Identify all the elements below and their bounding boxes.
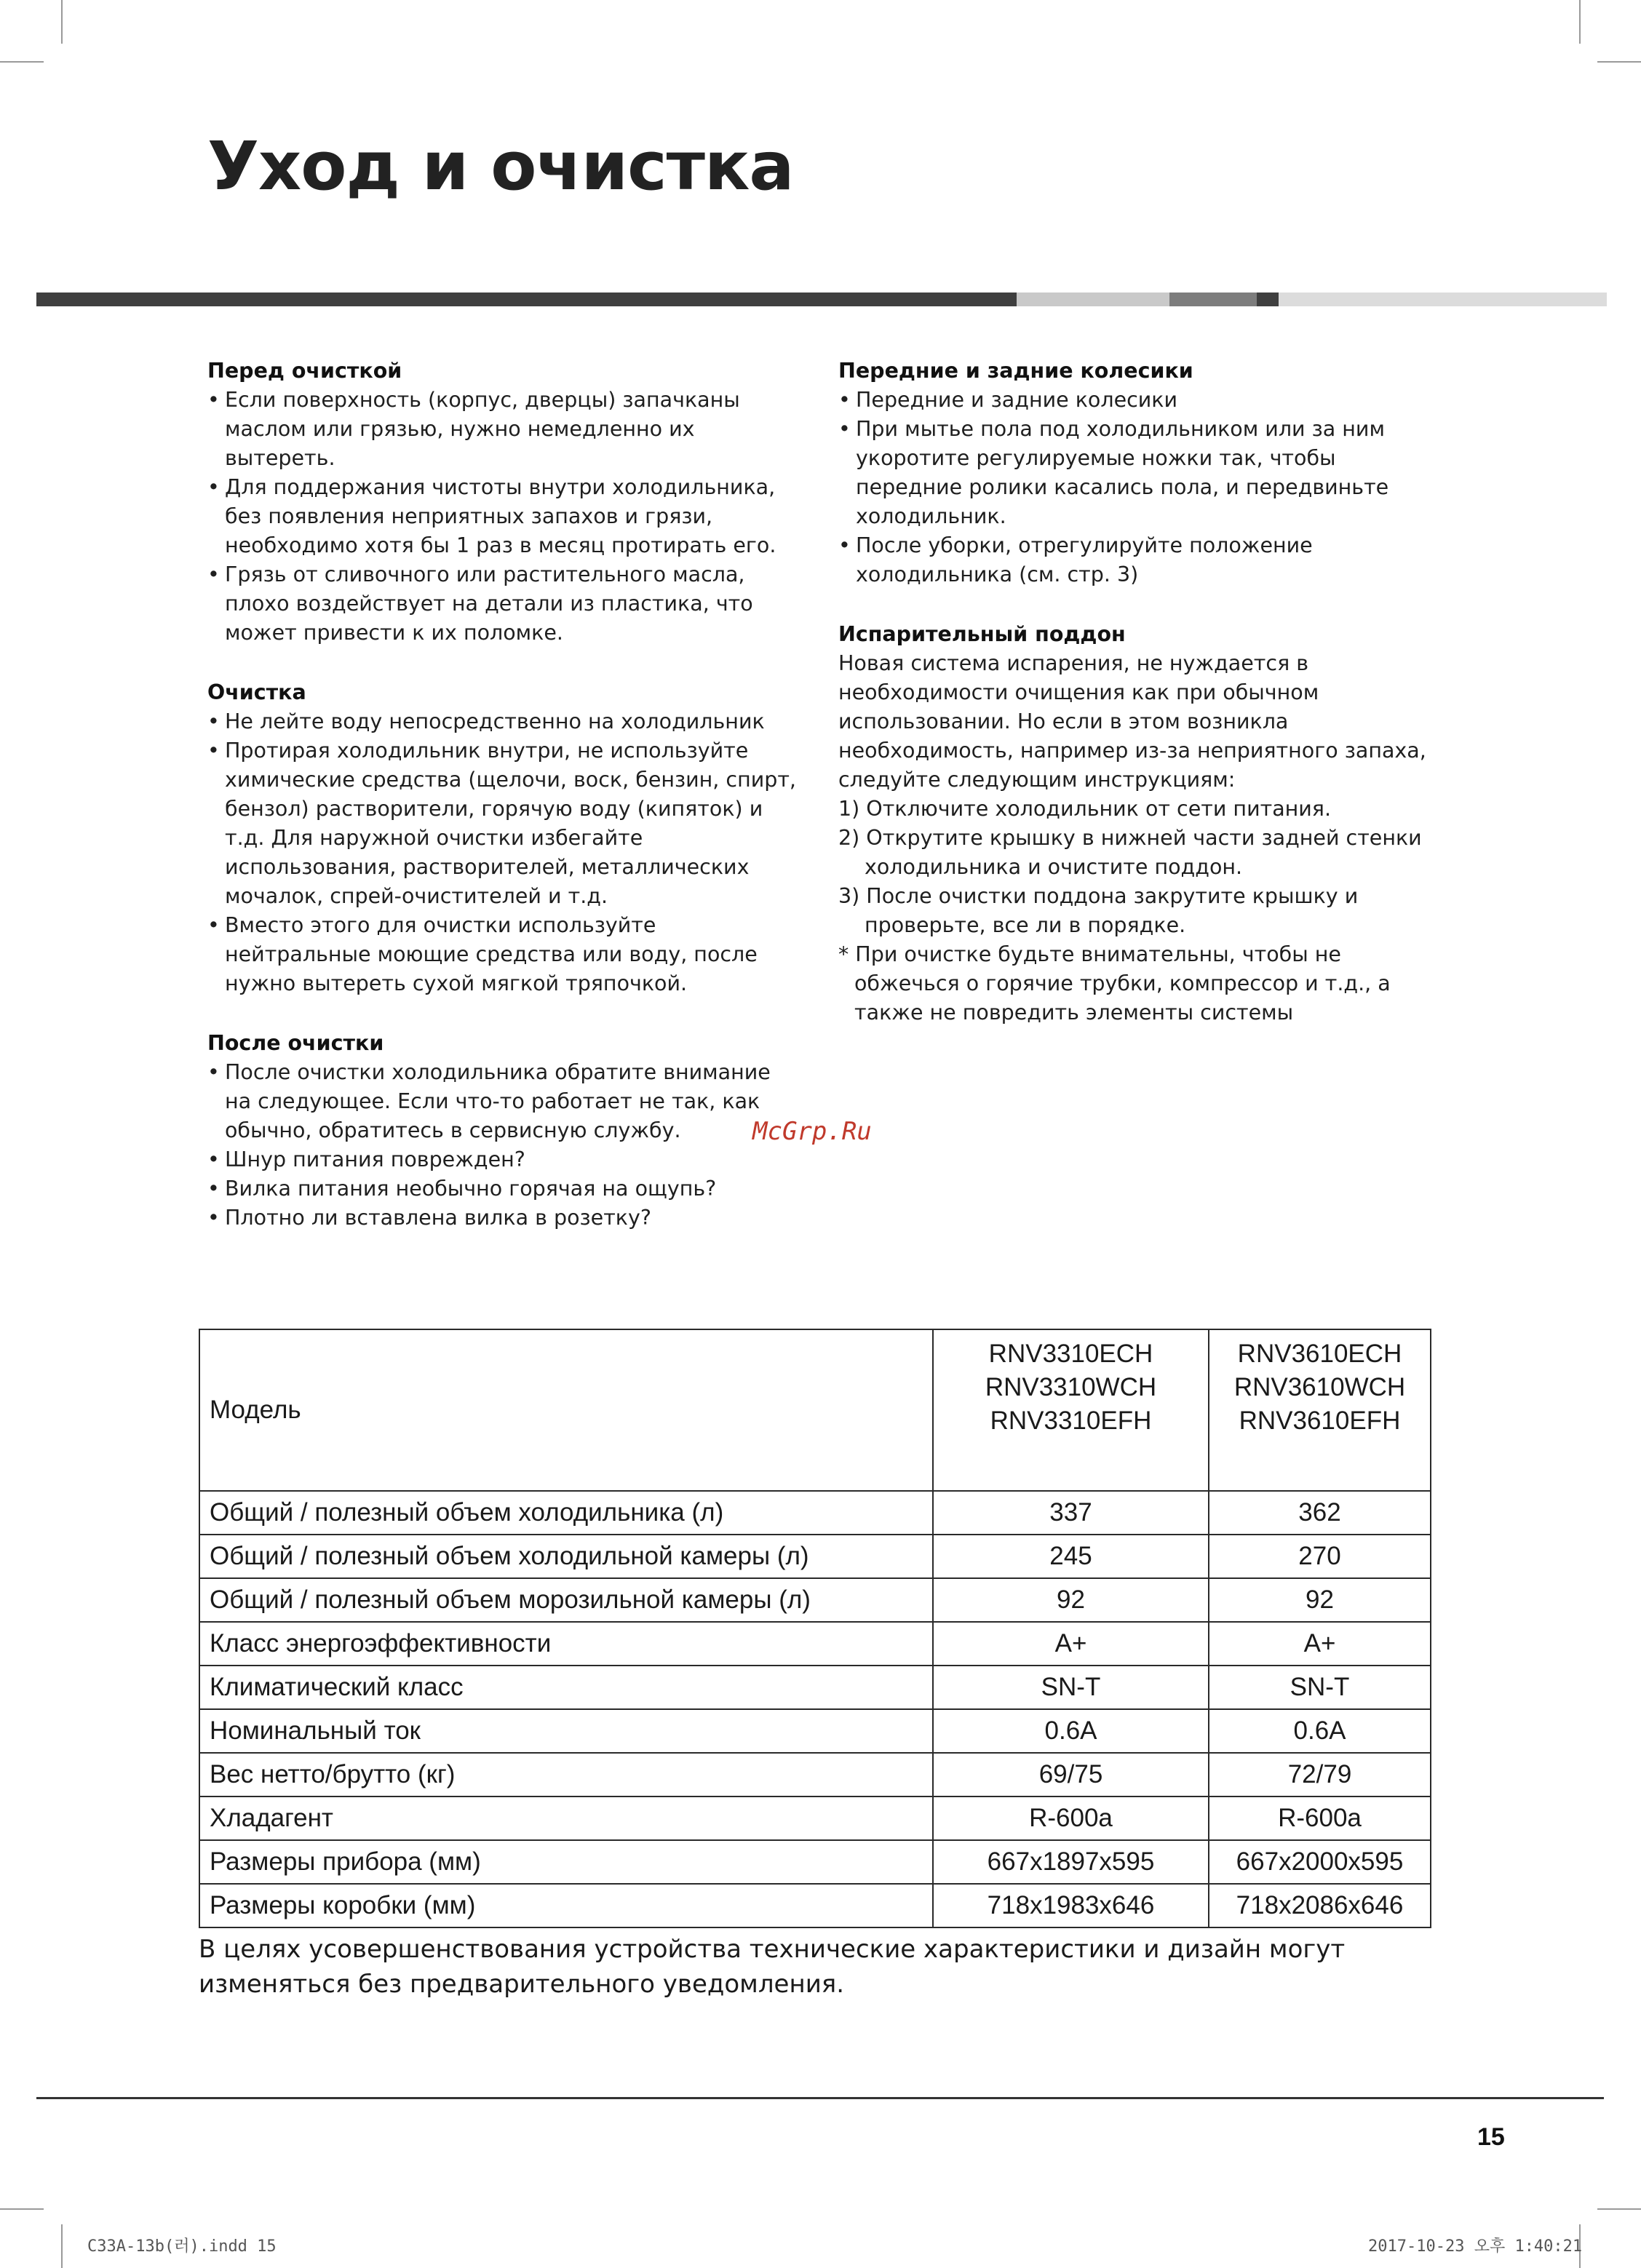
- spec-value-b: 270: [1209, 1535, 1431, 1578]
- page-title: Уход и очистка: [207, 127, 794, 205]
- spec-value-a: 245: [933, 1535, 1209, 1578]
- spec-label: Размеры коробки (мм): [199, 1884, 933, 1927]
- spec-value-a: 92: [933, 1578, 1209, 1622]
- paragraph: Новая система испарения, не нуждается в необходимости очищения как при обычном использовании. Но если в этом возникла необходимость, например из-за неприятного запаха, следуйте следующим инструкциям:: [838, 651, 1426, 792]
- spec-value-b: 92: [1209, 1578, 1431, 1622]
- table-row: [199, 1666, 1431, 1709]
- header-band-segment: [1169, 293, 1257, 306]
- list-item: • Вместо этого для очистки используйте нейтральные моющие средства или воду, после нужно вытереть сухой мягкой тряпочкой.: [207, 911, 797, 998]
- spec-value-b: 0.6A: [1209, 1709, 1431, 1753]
- table-row: [199, 1797, 1431, 1840]
- spec-value-b: 362: [1209, 1491, 1431, 1535]
- spec-value-a: 0.6A: [933, 1709, 1209, 1753]
- table-row: [199, 1840, 1431, 1884]
- spec-label: Общий / полезный объем морозильной камеры (л): [199, 1578, 933, 1622]
- model-group-a: [933, 1329, 1209, 1491]
- list-item: • Грязь от сливочного или растительного масла, плохо воздействует на детали из пластика, что может привести к их поломке.: [207, 560, 797, 648]
- section-heading: Очистка: [207, 680, 306, 704]
- crop-mark: [0, 2208, 44, 2210]
- table-row: [199, 1491, 1431, 1535]
- print-slug-left: C33A-13b(러).indd 15: [87, 2237, 277, 2256]
- model-label: Модель: [199, 1329, 933, 1491]
- list-item: • После очистки холодильника обратите внимание на следующее. Если что-то работает не так, как обычно, обратитесь в сервисную службу.: [207, 1058, 797, 1145]
- model-name: RNV3310WCH: [985, 1373, 1157, 1401]
- table-row: [199, 1535, 1431, 1578]
- bullet-list: [207, 707, 797, 998]
- header-band-segment: [1017, 293, 1169, 306]
- spec-label: Размеры прибора (мм): [199, 1840, 933, 1884]
- table-row: [199, 1753, 1431, 1797]
- watermark: McGrp.Ru: [752, 1117, 872, 1146]
- spec-value-a: 667x1897x595: [933, 1840, 1209, 1884]
- section-heading: Передние и задние колесики: [838, 359, 1193, 383]
- crop-mark: [0, 61, 44, 63]
- header-band-segment: [1279, 293, 1607, 306]
- header-band-segment: [36, 293, 1017, 306]
- page-number: 15: [1477, 2123, 1505, 2151]
- list-item: • Если поверхность (корпус, дверцы) запачканы маслом или грязью, нужно немедленно их вытереть.: [207, 386, 797, 473]
- spec-label: Общий / полезный объем холодильной камеры (л): [199, 1535, 933, 1578]
- spec-value-a: 337: [933, 1491, 1209, 1535]
- model-group-b: [1209, 1329, 1431, 1491]
- print-slug-right: 2017-10-23 오후 1:40:21: [1368, 2237, 1583, 2256]
- section-heading: Перед очисткой: [207, 359, 402, 383]
- model-name: RNV3610WCH: [1233, 1373, 1406, 1401]
- spec-value-b: SN-T: [1209, 1666, 1431, 1709]
- spec-table: [199, 1329, 1431, 1928]
- footer-rule: [36, 2097, 1604, 2099]
- spec-value-a: 718x1983x646: [933, 1884, 1209, 1927]
- header-band-segment: [1257, 293, 1279, 306]
- table-row: [199, 1709, 1431, 1753]
- spec-label: Климатический класс: [199, 1666, 933, 1709]
- caution-note: * При очистке будьте внимательны, чтобы не обжечься о горячие трубки, компрессор и т.д., а также не повредить элементы системы: [838, 942, 1391, 1024]
- model-name: RNV3610EFH: [1239, 1406, 1401, 1435]
- spec-value-a: 69/75: [933, 1753, 1209, 1797]
- step-item: 1) Отключите холодильник от сети питания.: [838, 797, 1332, 821]
- list-item: • Передние и задние колесики: [838, 386, 1435, 415]
- list-item: • При мытье пола под холодильником или за ним укоротите регулируемые ножки так, чтобы передние ролики касались пола, и передвиньте холодильник.: [838, 415, 1435, 531]
- list-item: • Не лейте воду непосредственно на холодильник: [207, 707, 797, 736]
- step-item: 2) Открутите крышку в нижней части задней стенки холодильника и очистите поддон.: [838, 826, 1422, 879]
- list-item: • Плотно ли вставлена вилка в розетку?: [207, 1203, 797, 1233]
- table-header-row: [199, 1329, 1431, 1491]
- table-row: [199, 1622, 1431, 1666]
- crop-mark: [1579, 0, 1581, 44]
- list-item: • Протирая холодильник внутри, не используйте химические средства (щелочи, воск, бензин, спирт, бензол) растворители, горячую воду (кипяток) и т.д. Для наружной очистки избегайте использования, растворителей, металлических мочалок, спрей-очистителей и т.д.: [207, 736, 797, 911]
- spec-value-a: A+: [933, 1622, 1209, 1666]
- model-name: RNV3610ECH: [1237, 1340, 1402, 1368]
- spec-value-a: SN-T: [933, 1666, 1209, 1709]
- step-list: [838, 795, 1435, 940]
- step-item: 3) После очистки поддона закрутите крышку и проверьте, все ли в порядке.: [838, 884, 1359, 937]
- model-name: RNV3310EFH: [990, 1406, 1152, 1435]
- spec-label: Хладагент: [199, 1797, 933, 1840]
- section-heading: После очистки: [207, 1031, 384, 1055]
- right-column: [838, 357, 1435, 1027]
- crop-mark: [61, 2224, 63, 2268]
- list-item: • После уборки, отрегулируйте положение холодильника (см. стр. 3): [838, 531, 1435, 589]
- spec-value-b: 718x2086x646: [1209, 1884, 1431, 1927]
- list-item: • Для поддержания чистоты внутри холодильника, без появления неприятных запахов и грязи, необходимо хотя бы 1 раз в месяц протирать его.: [207, 473, 797, 560]
- table-row: [199, 1578, 1431, 1622]
- spec-value-b: 667x2000x595: [1209, 1840, 1431, 1884]
- table-row: [199, 1884, 1431, 1927]
- bullet-list: [838, 386, 1435, 589]
- list-item: • Шнур питания поврежден?: [207, 1145, 797, 1174]
- section-heading: Испарительный поддон: [838, 622, 1126, 646]
- spec-value-b: A+: [1209, 1622, 1431, 1666]
- spec-label: Класс энергоэффективности: [199, 1622, 933, 1666]
- list-item: • Вилка питания необычно горячая на ощупь?: [207, 1174, 797, 1203]
- spec-label: Общий / полезный объем холодильника (л): [199, 1491, 933, 1535]
- bullet-list: [207, 1058, 797, 1233]
- crop-mark: [1597, 61, 1641, 63]
- bullet-list: [207, 386, 797, 648]
- spec-value-b: 72/79: [1209, 1753, 1431, 1797]
- left-column: [207, 357, 797, 1263]
- crop-mark: [61, 0, 63, 44]
- model-name: RNV3310ECH: [988, 1340, 1153, 1368]
- spec-label: Вес нетто/брутто (кг): [199, 1753, 933, 1797]
- spec-value-b: R-600a: [1209, 1797, 1431, 1840]
- footnote: В целях усовершенствования устройства технические характеристики и дизайн могут изменяться без предварительного уведомления.: [199, 1935, 1346, 1999]
- spec-value-a: R-600a: [933, 1797, 1209, 1840]
- crop-mark: [1597, 2208, 1641, 2210]
- spec-label: Номинальный ток: [199, 1709, 933, 1753]
